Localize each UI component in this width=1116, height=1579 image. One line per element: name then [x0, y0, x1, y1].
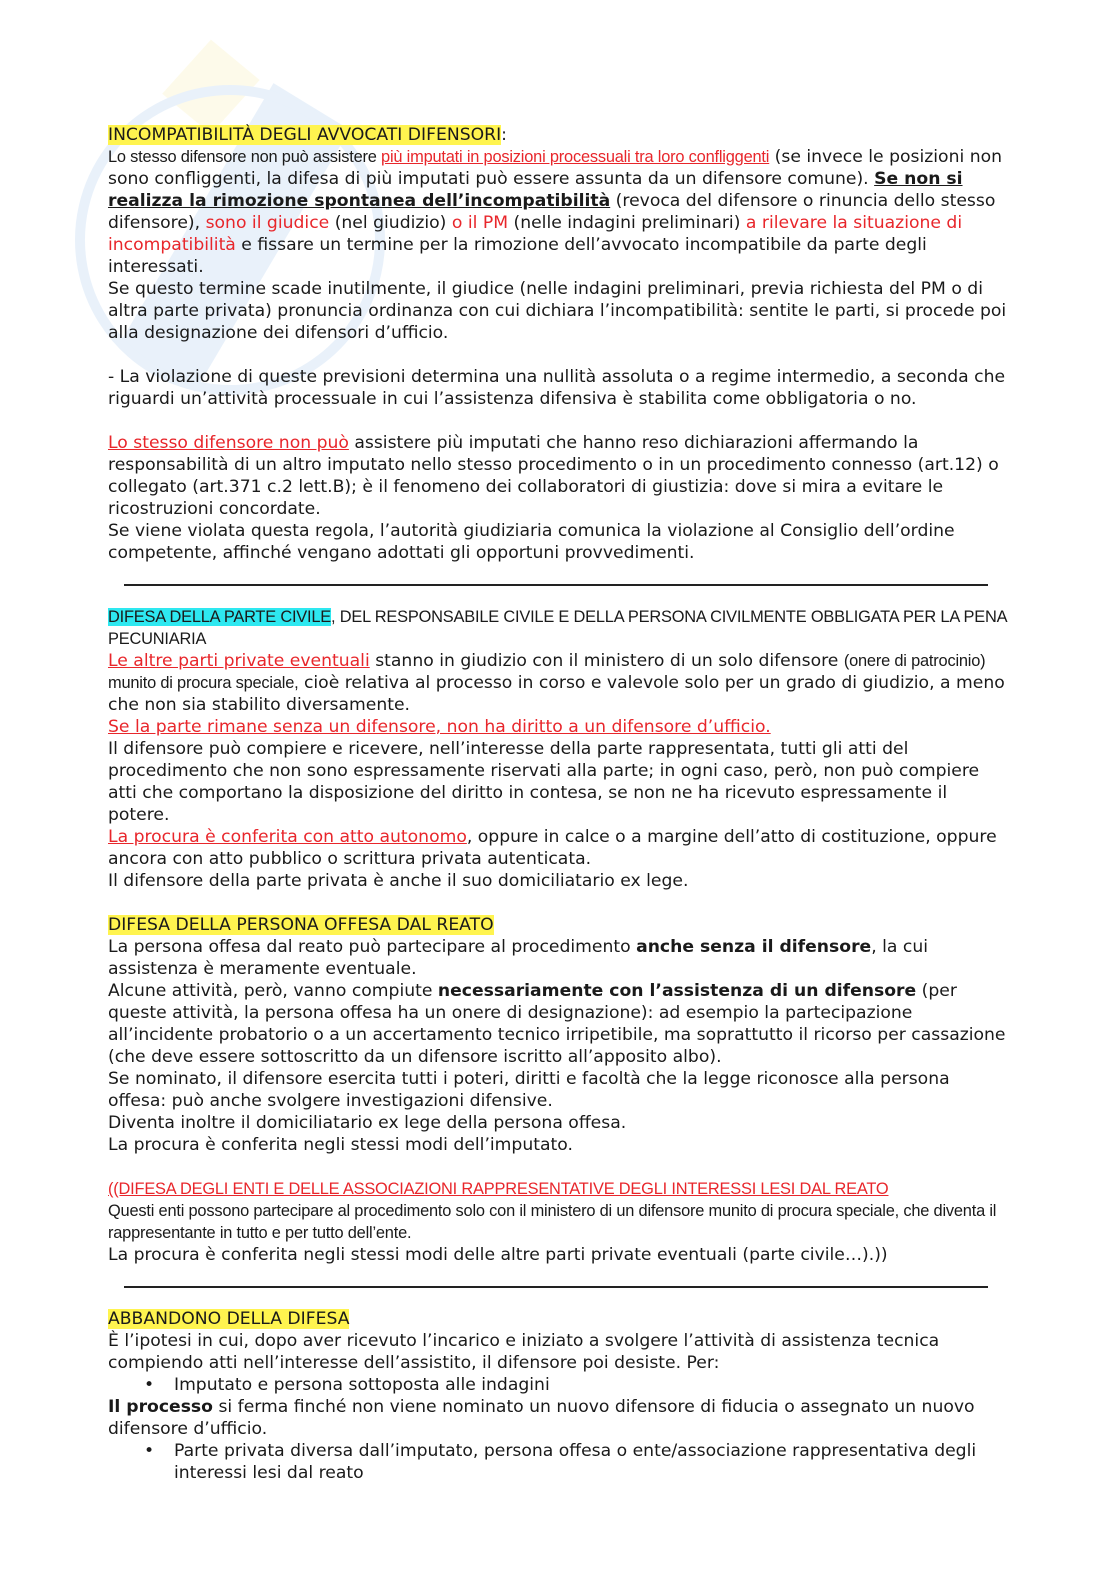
- paragraph: Se nominato, il difensore esercita tutti i poteri, diritti e facoltà che la legge riconosce alla persona offesa: può anche svolgere investigazioni difensive.: [108, 1069, 950, 1111]
- section-title: [108, 914, 1008, 936]
- list-item: • Parte privata diversa dall’imputato, persona offesa o ente/associazione rappresentativa degli interessi lesi dal reato: [174, 1440, 1008, 1484]
- bullet-list: [108, 1440, 1008, 1484]
- section-title: [108, 1308, 1008, 1330]
- paragraph: La procura è conferita negli stessi modi dell’imputato.: [108, 1135, 573, 1155]
- section-abbandono: [108, 1308, 1008, 1484]
- paragraph: Se questo termine scade inutilmente, il giudice (nelle indagini preliminari, previa richiesta del PM o di altra parte privata) pronuncia ordinanza con cui dichiara l’incompatibilità: sentite le parti, si procede poi alla designazione dei difensori d’ufficio.: [108, 279, 1007, 343]
- document-page: [108, 124, 1008, 1484]
- paragraph: - La violazione di queste previsioni determina una nullità assoluta o a regime intermedio, a seconda che riguardi un’attività processuale in cui l’assistenza difensiva è stabilita come obbligatoria o no.: [108, 367, 1006, 409]
- paragraph: Questi enti possono partecipare al procedimento solo con il ministero di un difensore munito di procura speciale, che diventa il rappresentante in tutto e per tutto dell’ente.: [108, 1202, 997, 1242]
- divider: [124, 584, 988, 586]
- section-title: DIFESA DELLA PARTE CIVILE, DEL RESPONSABILE CIVILE E DELLA PERSONA CIVILMENTE OBBLIGATA PER LA PENA PECUNIARIA: [108, 608, 1007, 648]
- section-incompatibilita: [108, 124, 1008, 564]
- list-item: • Imputato e persona sottoposta alle indagini: [174, 1374, 1008, 1396]
- heading-persona-offesa: DIFESA DELLA PERSONA OFFESA DAL REATO: [108, 915, 494, 935]
- section-enti: [108, 1178, 1008, 1266]
- paragraph: La procura è conferita negli stessi modi delle altre parti private eventuali (parte civile…).)): [108, 1245, 888, 1265]
- paragraph: È l’ipotesi in cui, dopo aver ricevuto l’incarico e iniziato a svolgere l’attività di assistenza tecnica compiendo atti nell’interesse dell’assistito, il difensore poi desiste. Per:: [108, 1331, 940, 1373]
- heading-abbandono: ABBANDONO DELLA DIFESA: [108, 1309, 350, 1329]
- heading-incompatibilita: INCOMPATIBILITÀ DEGLI AVVOCATI DIFENSORI: [108, 125, 502, 145]
- bullet-list: [108, 1374, 1008, 1396]
- section-title: INCOMPATIBILITÀ DEGLI AVVOCATI DIFENSORI:: [108, 125, 507, 145]
- paragraph: Se viene violata questa regola, l’autorità giudiziaria comunica la violazione al Consiglio dell’ordine competente, affinché vengano adottati gli opportuni provvedimenti.: [108, 521, 955, 563]
- section-parte-civile: [108, 606, 1008, 892]
- section-persona-offesa: [108, 914, 1008, 1156]
- paragraph: Alcune attività, però, vanno compiute necessariamente con l’assistenza di un difensore (per queste attività, la persona offesa ha un onere di designazione): ad esempio la partecipazione all’incidente probatorio o a un accertamento tecnico irripetibile, ma soprattutto il ricorso per cassazione (che deve essere sottoscritto da un difensore iscritto all’apposito albo).: [108, 981, 1006, 1067]
- paragraph: Il difensore della parte privata è anche il suo domiciliatario ex lege.: [108, 871, 689, 891]
- paragraph: La persona offesa dal reato può partecipare al procedimento anche senza il difensore, la cui assistenza è meramente eventuale.: [108, 937, 929, 979]
- section-title: ((DIFESA DEGLI ENTI E DELLE ASSOCIAZIONI RAPPRESENTATIVE DEGLI INTERESSI LESI DAL REATO: [108, 1180, 889, 1198]
- paragraph: Diventa inoltre il domiciliatario ex lege della persona offesa.: [108, 1113, 627, 1133]
- paragraph: Il processo si ferma finché non viene nominato un nuovo difensore di fiducia o assegnato un nuovo difensore d’ufficio.: [108, 1397, 975, 1439]
- heading-parte-civile: DIFESA DELLA PARTE CIVILE: [108, 608, 332, 626]
- paragraph: Se la parte rimane senza un difensore, non ha diritto a un difensore d’ufficio.: [108, 717, 771, 737]
- divider: [124, 1286, 988, 1288]
- paragraph: La procura è conferita con atto autonomo, oppure in calce o a margine dell’atto di costituzione, oppure ancora con atto pubblico o scrittura privata autenticata.: [108, 827, 997, 869]
- paragraph: Lo stesso difensore non può assistere più imputati che hanno reso dichiarazioni affermando la responsabilità di un altro imputato nello stesso procedimento o in un procedimento connesso (art.12) o collegato (art.371 c.2 lett.B); è il fenomeno dei collaboratori di giustizia: dove si mira a evitare le ricostruzioni concordate.: [108, 433, 999, 519]
- paragraph: Lo stesso difensore non può assistere più imputati in posizioni processuali tra loro confliggenti (se invece le posizioni non sono confliggenti, la difesa di più imputati può essere assunta da un difensore comune). Se non si realizza la rimozione spontanea dell’incompatibilità (revoca del difensore o rinuncia dello stesso difensore), sono il giudice (nel giudizio) o il PM (nelle indagini preliminari) a rilevare la situazione di incompatibilità e fissare un termine per la rimozione dell’avvocato incompatibile da parte degli interessati.: [108, 147, 1002, 277]
- paragraph: Le altre parti private eventuali stanno in giudizio con il ministero di un solo difensore (onere di patrocinio) munito di procura speciale, cioè relativa al processo in corso e valevole solo per un grado di giudizio, a meno che non sia stabilito diversamente.: [108, 651, 1005, 715]
- paragraph: Il difensore può compiere e ricevere, nell’interesse della parte rappresentata, tutti gli atti del procedimento che non sono espressamente riservati alla parte; in ogni caso, però, non può compiere atti che comportano la disposizione del diritto in contesa, se non ne ha ricevuto espressamente il potere.: [108, 739, 980, 825]
